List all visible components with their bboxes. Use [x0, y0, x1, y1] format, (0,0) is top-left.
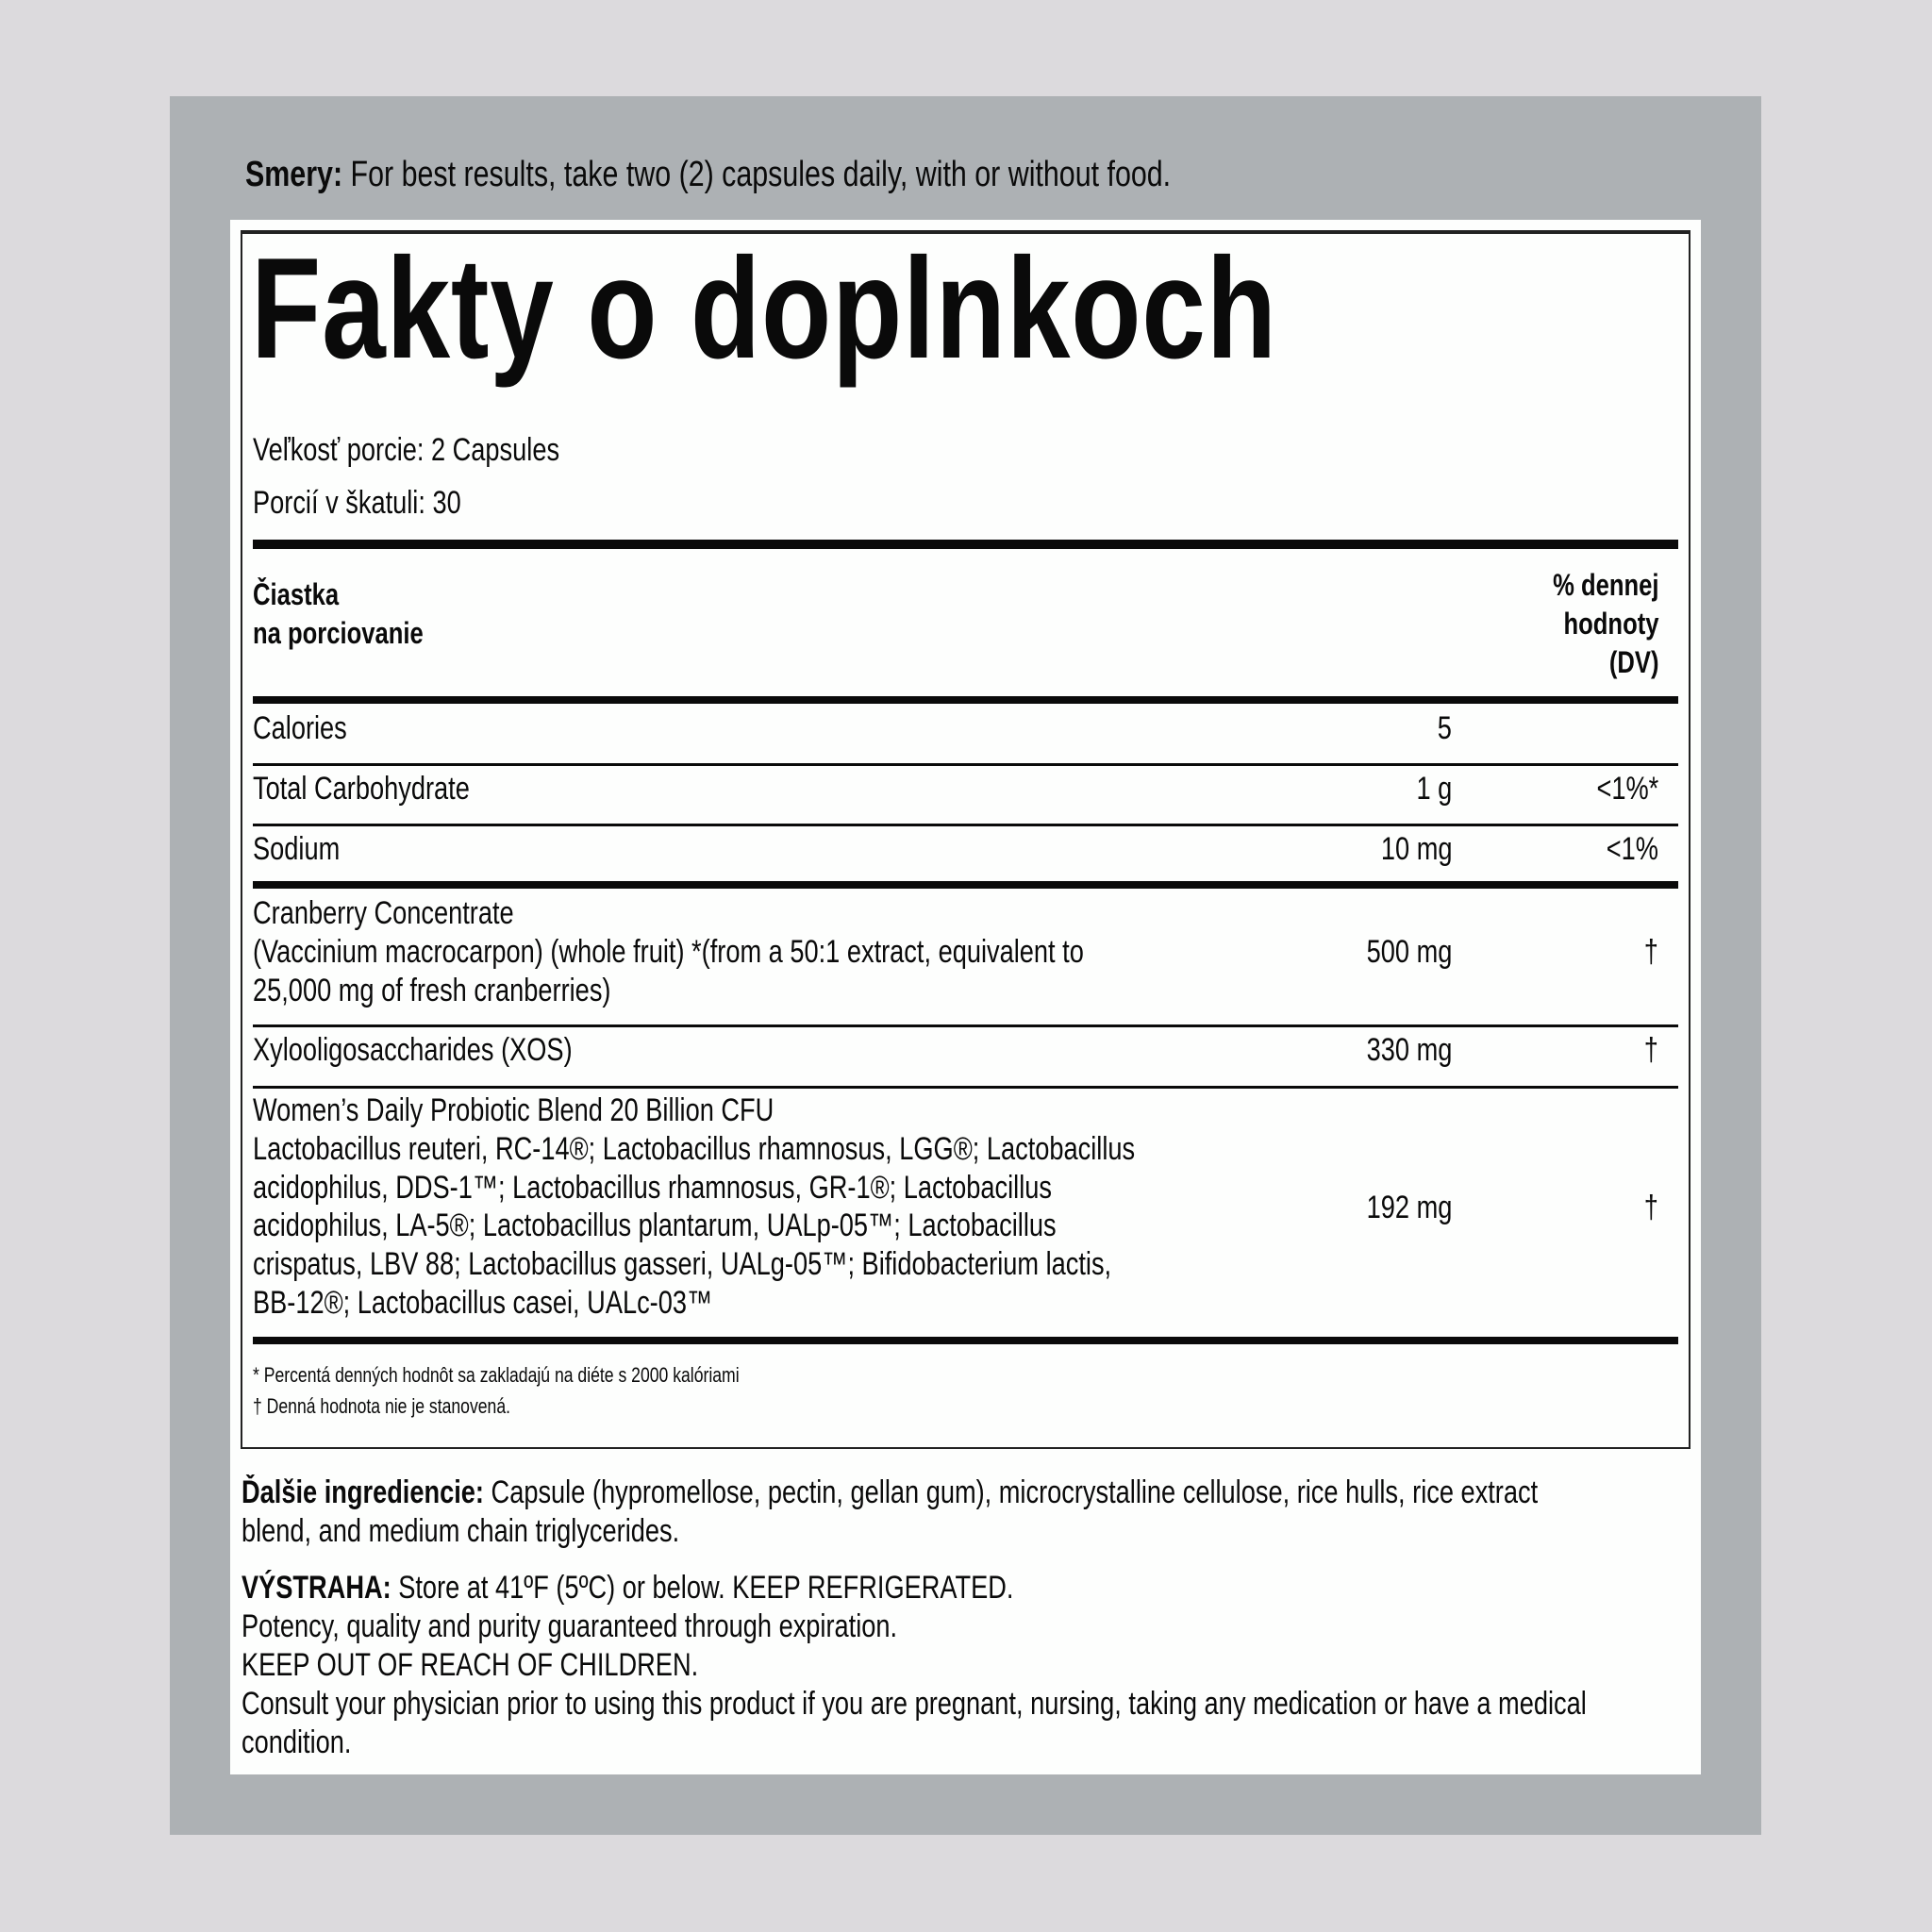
other-ingredients-label: Ďalšie ingrediencie:: [242, 1474, 484, 1510]
ingredient-dv: †: [1643, 1032, 1658, 1068]
row-dv: <1%*: [1596, 771, 1658, 807]
warning-text: condition.: [242, 1724, 352, 1760]
ingredient-name-line: (Vaccinium macrocarpon) (whole fruit) *(from a 50:1 extract, equivalent to: [253, 934, 1084, 970]
directions-label: Smery:: [245, 155, 343, 194]
warning-text: Consult your physician prior to using this product if you are pregnant, nursing, taking any medication or have a medical: [242, 1686, 1587, 1722]
thick-divider: [253, 540, 1678, 549]
ingredient-name-line: acidophilus, LA-5®; Lactobacillus plantarum, UALp-05™; Lactobacillus: [253, 1208, 1057, 1244]
ingredient-name: [253, 1091, 1135, 1323]
ingredient-dv: †: [1643, 1190, 1658, 1225]
thick-divider: [253, 696, 1678, 704]
header-amount-line1: Čiastka: [253, 577, 340, 611]
footnotes: [253, 1359, 740, 1422]
warning: [242, 1569, 1587, 1762]
ingredient-name: Xylooligosaccharides (XOS): [253, 1032, 573, 1068]
daily-value-header: [1553, 566, 1658, 682]
other-ingredients-text: Capsule (hypromellose, pectin, gellan gum), microcrystalline cellulose, rice hulls, rice extract: [491, 1474, 1539, 1510]
footnote-dv-not-established: † Denná hodnota nie je stanovená.: [253, 1394, 511, 1418]
ingredient-name-line: BB-12®; Lactobacillus casei, UALc-03™: [253, 1284, 713, 1321]
header-amount-line2: na porciovanie: [253, 616, 424, 650]
amount-per-serving-header: [253, 575, 424, 653]
ingredient-amount: 500 mg: [1366, 934, 1452, 970]
header-dv-line1: % dennej: [1552, 568, 1658, 602]
footnote-dv-basis: * Percentá denných hodnôt sa zakladajú na diéte s 2000 kalóriami: [253, 1363, 740, 1387]
thin-divider: [253, 1024, 1678, 1027]
row-amount: 10 mg: [1380, 831, 1452, 867]
ingredient-name-line: 25,000 mg of fresh cranberries): [253, 973, 611, 1008]
thick-divider: [253, 1337, 1678, 1344]
ingredient-name-line: Lactobacillus reuteri, RC-14®; Lactobacillus rhamnosus, LGG®; Lactobacillus: [253, 1130, 1136, 1167]
other-ingredients: [242, 1474, 1538, 1551]
facts-title: Fakty o doplnkoch: [251, 228, 1277, 389]
ingredient-amount: 330 mg: [1366, 1032, 1452, 1068]
header-dv-line3: (DV): [1608, 645, 1658, 679]
row-name: Sodium: [253, 831, 341, 867]
row-dv: <1%: [1606, 831, 1658, 867]
ingredient-amount: 192 mg: [1366, 1190, 1452, 1225]
other-ingredients-text: blend, and medium chain triglycerides.: [242, 1513, 680, 1549]
ingredient-name-line: Women’s Daily Probiotic Blend 20 Billion CFU: [253, 1092, 774, 1128]
directions-text: For best results, take two (2) capsules daily, with or without food.: [350, 155, 1172, 194]
ingredient-name-line: crispatus, LBV 88; Lactobacillus gasseri, UALg-05™; Bifidobacterium lactis,: [253, 1246, 1112, 1283]
row-amount: 5: [1437, 710, 1452, 746]
serving-size: Veľkosť porcie: 2 Capsules: [253, 432, 560, 468]
row-amount: 1 g: [1416, 771, 1452, 807]
ingredient-name: [253, 894, 1084, 1010]
servings-per-container: Porcií v škatuli: 30: [253, 485, 461, 521]
thick-divider: [253, 881, 1678, 889]
warning-text: Potency, quality and purity guaranteed through expiration.: [242, 1608, 898, 1644]
warning-text: KEEP OUT OF REACH OF CHILDREN.: [242, 1647, 699, 1683]
header-dv-line2: hodnoty: [1563, 607, 1658, 641]
row-name: Total Carbohydrate: [253, 771, 470, 807]
row-name: Calories: [253, 710, 347, 746]
warning-label: VÝSTRAHA:: [242, 1570, 391, 1606]
thin-divider: [253, 824, 1678, 826]
ingredient-name-line: Cranberry Concentrate: [253, 895, 514, 931]
thin-divider: [253, 763, 1678, 766]
directions: [245, 153, 1171, 196]
thin-divider: [253, 1086, 1678, 1089]
ingredient-dv: †: [1643, 934, 1658, 970]
ingredient-name-line: acidophilus, DDS-1™; Lactobacillus rhamnosus, GR-1®; Lactobacillus: [253, 1169, 1052, 1206]
warning-text: Store at 41ºF (5ºC) or below. KEEP REFRIGERATED.: [398, 1570, 1014, 1606]
